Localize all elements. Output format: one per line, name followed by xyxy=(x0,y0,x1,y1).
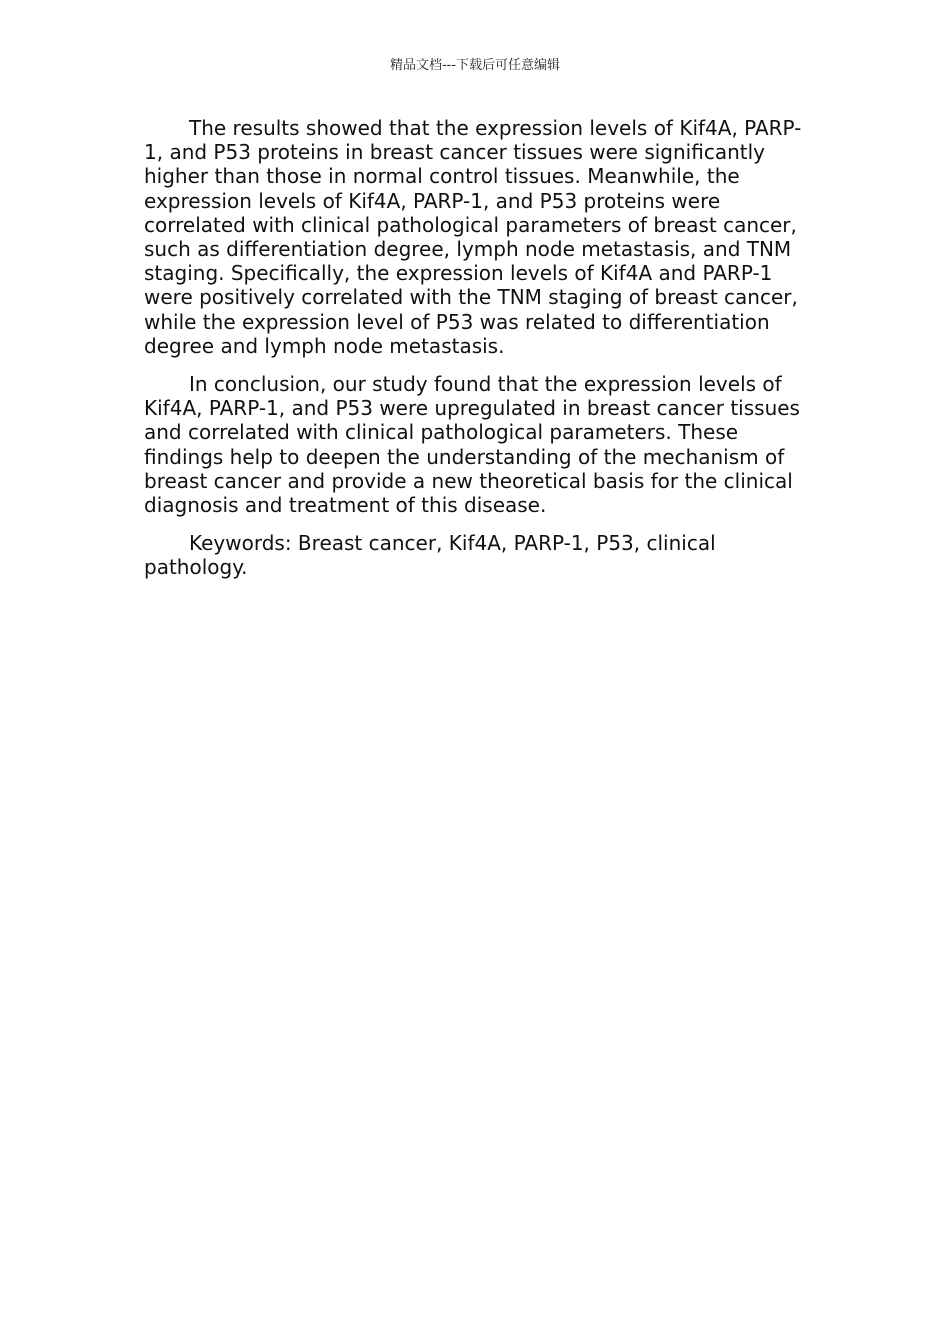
keywords-paragraph: Keywords: Breast cancer, Kif4A, PARP-1, P53, clinical pathology. xyxy=(144,531,716,580)
conclusion-paragraph: In conclusion, our study found that the expression levels of Kif4A, PARP-1, and P53 were upregulated in breast cancer tissues and correlated with clinical pathological parameters. These findings help to deepen the understanding of the mechanism of breast cancer and provide a new theoretical basis for the clinical diagnosis and treatment of this disease. xyxy=(144,372,800,518)
document-body xyxy=(144,116,809,594)
page-header: 精品文档---下载后可任意编辑 xyxy=(389,58,561,73)
results-paragraph: The results showed that the expression levels of Kif4A, PARP-1, and P53 proteins in breast cancer tissues were significantly higher than those in normal control tissues. Meanwhile, the expression levels of Kif4A, PARP-1, and P53 proteins were correlated with clinical pathological parameters of breast cancer, such as differentiation degree, lymph node metastasis, and TNM staging. Specifically, the expression levels of Kif4A and PARP-1 were positively correlated with the TNM staging of breast cancer, while the expression level of P53 was related to differentiation degree and lymph node metastasis. xyxy=(144,116,802,358)
